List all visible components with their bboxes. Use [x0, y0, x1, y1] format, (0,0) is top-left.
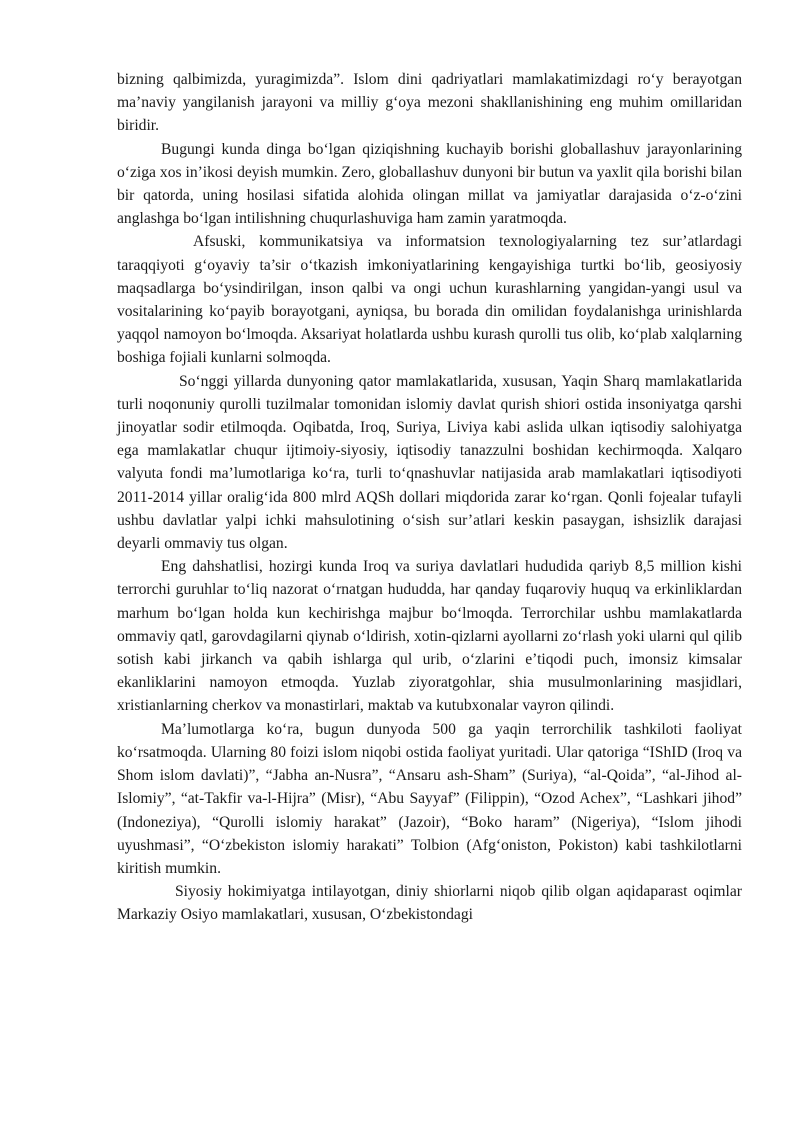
document-page	[117, 68, 742, 927]
paragraph-central-asia: Siyosiy hokimiyatga intilayotgan, diniy shiorlarni niqob qilib olgan aqidaparast oqimlar Markaziy Osiyo mamlakatlari, xususan, O‘zbekistondagi	[117, 883, 742, 924]
paragraph-continuation: bizning qalbimizda, yuragimizda”. Islom dini qadriyatlari mamlakatimizdagi ro‘y berayotgan ma’naviy yangilanish jarayoni va milliy g‘oya mezoni shakllanishining eng muhim omillaridan biridir.	[117, 71, 742, 135]
paragraph-globalization: Bugungi kunda dinga bo‘lgan qiziqishning kuchayib borishi globallashuv jarayonlarining o‘ziga xos in’ikosi deyish mumkin. Zero, globallashuv dunyoni bir butun va yaxlit qila borishi bilan bir qatorda, uning hosilasi sifatida alohida olingan millat va jamiyatlar darajasida o‘z-o‘zini anglashga bo‘lgan intilishning chuqurlashuviga ham zamin yaratmoqda.	[117, 140, 742, 228]
paragraph-middle-east: So‘nggi yillarda dunyoning qator mamlakatlarida, xususan, Yaqin Sharq mamlakatlarida turli noqonuniy qurolli tuzilmalar tomonidan islomiy davlat qurish shiori ostida insoniyatga qarshi jinoyatlar sodir etilmoqda. Oqibatda, Iroq, Suriya, Liviya kabi aslida ulkan iqtisodiy salohiyatga ega mamlakatlar chuqur ijtimoiy-siyosiy, iqtisodiy tanazzulni boshidan kechirmoqda. Xalqaro valyuta fondi ma’lumotlariga ko‘ra, turli to‘qnashuvlar natijasida arab mamlakatlari iqtisodiyoti 2011-2014 yillar oralig‘ida 800 mlrd AQSh dollari miqdorida zarar ko‘rgan. Qonli fojealar tufayli ushbu davlatlar yalpi ichki mahsulotining o‘sish sur’atlari keskin pasaygan, ishsizlik darajasi deyarli ommaviy tus olgan.	[117, 372, 742, 553]
paragraph-terrorist-organizations: Ma’lumotlarga ko‘ra, bugun dunyoda 500 ga yaqin terrorchilik tashkiloti faoliyat ko‘rsatmoqda. Ularning 80 foizi islom niqobi ostida faoliyat yuritadi. Ular qatoriga “IShID (Iroq va Shom islom davlati)”, “Jabha an-Nusra”, “Ansaru ash-Sham” (Suriya), “al-Qoida”, “al-Jihod al-Islomiy”, “at-Takfir va-l-Hijra” (Misr), “Abu Sayyaf” (Filippin), “Ozod Achex”, “Lashkari jihod” (Indoneziya), “Qurolli islomiy harakat” (Jazoir), “Boko haram” (Nigeriya), “Islom jihodi uyushmasi”, “O‘zbekiston islomiy harakati” Tolbion (Afg‘oniston, Pokiston) kabi tashkilotlarni kiritish mumkin.	[117, 720, 742, 877]
paragraph-communication-technologies: Afsuski, kommunikatsiya va informatsion texnologiyalarning tez sur’atlardagi taraqqiyoti g‘oyaviy ta’sir o‘tkazish imkoniyatlarining kengayishiga turtki bo‘lib, geosiyosiy maqsadlarga bo‘ysindirilgan, inson qalbi va ongi uchun kurashlarning yangidan-yangi usul va vositalarining ko‘payib borayotgani, ayniqsa, bu borada din omilidan foydalanishga urinishlarda yaqqol namoyon bo‘lmoqda. Aksariyat holatlarda ushbu kurash qurolli tus olib, ko‘plab xalqlarning boshiga fojiali kunlarni solmoqda.	[117, 233, 742, 367]
paragraph-iraq-syria: Eng dahshatlisi, hozirgi kunda Iroq va suriya davlatlari hududida qariyb 8,5 million kishi terrorchi guruhlar to‘liq nazorat o‘rnatgan hududda, har qanday fuqaroviy huquq va erkinliklardan marhum bo‘lgan holda kun kechirishga majbur bo‘lmoqda. Terrorchilar ushbu mamlakatlarda ommaviy qatl, garovdagilarni qiynab o‘ldirish, xotin-qizlarni ayollarni zo‘rlash yoki ularni qul qilib sotish kabi jirkanch va qabih ishlarga qul urib, o‘zlarini e’tiqodi puch, imonsiz kimsalar ekanliklarini namoyon etmoqda. Yuzlab ziyoratgohlar, shia musulmonlarining masjidlari, xristianlarning cherkov va monastirlari, maktab va kutubxonalar vayron qilindi.	[117, 558, 742, 715]
